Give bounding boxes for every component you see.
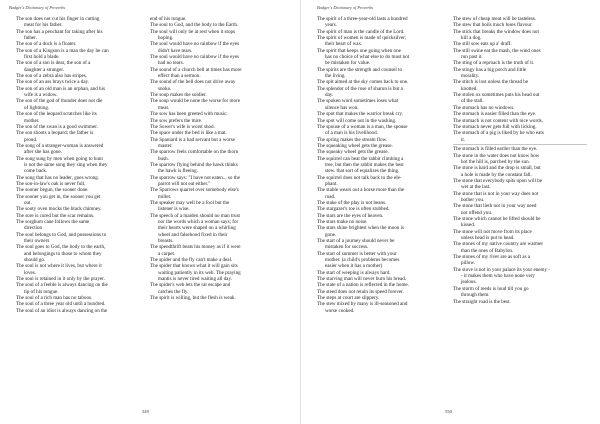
proverb-line: The song sung by men when going to hunt bbox=[16, 155, 103, 162]
proverb-entry bbox=[453, 67, 587, 80]
proverb-entry bbox=[453, 191, 587, 204]
proverb-line: The stake of the play is not beans. bbox=[317, 199, 387, 206]
proverb-line: The soul of a feeble is always dancing on the bbox=[16, 282, 108, 289]
proverb-line: The sound of the bell does not drive away bbox=[150, 79, 236, 86]
proverb-line: The space under the bed is like a mat. bbox=[150, 130, 227, 137]
proverb-line: than the ones of Babylon. bbox=[461, 247, 514, 254]
proverb-line: The steed does not retain its speed forever. bbox=[317, 288, 404, 295]
proverb-line: nor the words which a woman says; for bbox=[158, 219, 239, 225]
proverb-entry bbox=[453, 241, 587, 254]
proverb-line: The stomach never gets full with licking. bbox=[453, 123, 537, 130]
proverb-line: The spirits are the strength and counsel to bbox=[317, 66, 403, 73]
page-right bbox=[300, 0, 600, 424]
proverb-line: The soul of a rich man has no taboos. bbox=[16, 295, 93, 302]
proverb-line: The spendthrift beats his money as if it were bbox=[150, 244, 241, 251]
proverb-line: mother. (a child's problems becomes bbox=[325, 257, 400, 264]
proverb-line: The soul belongs to God, and possessions to bbox=[16, 231, 107, 238]
proverb-entry bbox=[317, 16, 451, 29]
proverb-line: millet. bbox=[158, 193, 172, 200]
proverb-entry bbox=[16, 130, 150, 143]
proverb-line: The spoken word sometimes loses what bbox=[317, 98, 399, 105]
proverb-entry bbox=[150, 67, 284, 80]
proverb-entry bbox=[150, 244, 284, 257]
proverb-entry bbox=[16, 232, 150, 245]
proverb-line: The soup would be none the worse for more bbox=[150, 98, 240, 105]
proverb-line: The straight road is the best. bbox=[453, 298, 511, 305]
proverb-line: wheel and falsehood fixed in their bbox=[158, 231, 228, 238]
proverb-line: The stone in the water does not know how bbox=[453, 152, 540, 159]
proverb-line: The spot that makes the warrior break cry. bbox=[317, 111, 403, 118]
proverb-entry bbox=[16, 98, 150, 111]
proverb-line: The starving man will never burn his bread. bbox=[317, 276, 407, 283]
proverb-line: has no choice of what else to do must not bbox=[325, 54, 410, 61]
proverb-entry bbox=[317, 251, 451, 270]
proverb-line: The stew of cheap meat will be tasteless. bbox=[453, 16, 537, 22]
proverb-line: The squirrel can beat the rabbit climbing a bbox=[317, 155, 404, 162]
proverb-entry bbox=[317, 86, 451, 99]
proverb-entry bbox=[453, 286, 587, 299]
proverb-line: is not the same song they sing when they bbox=[24, 161, 108, 168]
proverb-line: their owners bbox=[24, 238, 50, 245]
proverb-line: knotted. bbox=[461, 85, 478, 92]
proverb-line: out. bbox=[24, 199, 32, 206]
proverb-line: The spouse of a woman is a man, the spouse bbox=[317, 123, 408, 130]
proverb-entry bbox=[317, 238, 451, 251]
proverb-line: The stars shine brightest when the moon is bbox=[317, 225, 405, 232]
proverb-line: The stick that breaks the window does not bbox=[453, 28, 539, 35]
proverb-line: hoping. bbox=[158, 35, 174, 42]
proverb-line: their hearts were shaped on a whirling bbox=[158, 225, 236, 232]
proverb-line: The son-in-law's oak is never full. bbox=[16, 180, 86, 187]
proverb-line: The start of summer is better with your bbox=[317, 250, 397, 257]
proverb-line: a hole is made by the constant fall. bbox=[461, 171, 532, 178]
proverb-line: The stitch is lost unless the thread be bbox=[453, 79, 529, 86]
proverb-line: mantis is never tired waiting all day. bbox=[158, 276, 232, 283]
proverb-line: The stone that everybody spits upon will be bbox=[453, 177, 542, 184]
proverb-line: The spirit is willing, but the flesh is weak. bbox=[150, 295, 236, 302]
proverb-entry bbox=[453, 153, 587, 166]
proverb-line: The squeaky wheel gets the grease. bbox=[317, 149, 389, 156]
proverb-line: The speaker may well be a fool but the bbox=[150, 199, 230, 206]
proverb-line: The still swine eat the mash, the wind ones bbox=[453, 47, 541, 54]
proverb-line: The sparrow feels comfortable on the thorn bbox=[150, 149, 239, 156]
proverb-line: The sting of a reproach is the truth of it. bbox=[453, 60, 535, 67]
proverb-entry bbox=[317, 187, 451, 200]
proverb-line: The stomach is easier filled than the eye. bbox=[453, 111, 537, 118]
proverb-entry bbox=[150, 137, 284, 150]
proverb-entry bbox=[16, 143, 150, 156]
proverb-entry bbox=[453, 92, 587, 105]
proverb-line: The stones of my native country are warmer bbox=[453, 241, 544, 248]
page-number: 550 bbox=[445, 409, 452, 414]
proverb-line: parrot will not eat either." bbox=[158, 180, 211, 187]
proverb-line: catches the fly. bbox=[158, 288, 189, 295]
proverb-entry bbox=[16, 29, 150, 42]
proverb-group bbox=[453, 144, 587, 305]
proverb-entry bbox=[317, 225, 451, 238]
proverb-entry bbox=[453, 79, 587, 92]
proverb-entry bbox=[150, 79, 284, 92]
proverb-line: through them. bbox=[461, 292, 490, 299]
proverb-line: meat. bbox=[158, 104, 170, 111]
proverb-line: it. bbox=[461, 136, 466, 143]
proverb-line: The stew that boils much loses flavour. bbox=[453, 22, 533, 29]
proverb-line: The stone is hard and the drop is small, but bbox=[453, 165, 541, 172]
proverb-line: snoko. bbox=[158, 85, 172, 92]
proverb-line: The stomach is not content with nice words. bbox=[453, 117, 543, 124]
proverb-line: The squirrel does not talk back to the ele- bbox=[317, 174, 402, 181]
proverb-line: should go. bbox=[24, 257, 46, 264]
proverb-entry bbox=[453, 203, 587, 216]
proverb-entry bbox=[150, 263, 284, 282]
proverb-line: daughter a stranger. bbox=[24, 66, 65, 73]
proverb-entry bbox=[453, 229, 587, 242]
proverb-line: stew. that sort of equalizes the thing. bbox=[325, 168, 400, 175]
proverb-entry bbox=[16, 244, 150, 263]
proverb-line: The stones of my river are as soft as a bbox=[453, 254, 531, 261]
proverb-entry bbox=[16, 194, 150, 207]
proverb-line: The stew mixed by many is ill-seasoned and bbox=[317, 301, 408, 308]
proverb-line: The sparrow says: "I have not eaten... so the bbox=[150, 174, 240, 181]
proverb-line: The sooty oven mocks the black chimney. bbox=[16, 206, 102, 213]
proverb-line: the living. bbox=[325, 73, 346, 80]
proverb-entry bbox=[317, 98, 451, 111]
proverb-entry bbox=[16, 48, 150, 61]
proverb-entry bbox=[150, 41, 284, 54]
proverb-line: wet at the last. bbox=[461, 184, 491, 191]
proverb-line: The spider and the fly can't make a deal. bbox=[150, 257, 233, 264]
proverb-line: first hold a blade. bbox=[24, 54, 60, 61]
proverb-line: The soul goes to God, the body to the earth, bbox=[16, 244, 106, 251]
proverb-line: The sooner you get in, the sooner you get bbox=[16, 193, 101, 200]
proverb-group bbox=[453, 16, 587, 143]
proverb-line: The soul would have no rainbow if the eyes bbox=[150, 41, 240, 48]
proverb-line: end of his tongue. bbox=[150, 16, 187, 22]
proverb-line: years. bbox=[325, 22, 338, 29]
proverb-line: The soul would have no rainbow if the eyes bbox=[150, 54, 240, 61]
proverb-line: The son of the swan is a good swimmer. bbox=[16, 123, 98, 130]
proverb-line: and belongings to those to whom they bbox=[24, 250, 102, 257]
proverb-line: The spot will come out in the washing. bbox=[317, 117, 397, 124]
proverb-line: The son has a penchant for taking after his bbox=[16, 28, 103, 35]
proverb-line: The sore is cured but the scar remains. bbox=[16, 212, 95, 219]
proverb-line: kill a dog. bbox=[461, 35, 482, 42]
proverb-entry bbox=[453, 130, 587, 143]
proverb-entry bbox=[317, 48, 451, 67]
proverb-line: The spirit of man is the candle of the Lord. bbox=[317, 28, 405, 35]
proverb-line: direction bbox=[24, 225, 43, 232]
proverb-line: The splendor of the rose of sharon is but a bbox=[317, 85, 403, 92]
proverb-line: day. bbox=[325, 92, 334, 99]
proverb-entry bbox=[150, 295, 284, 301]
proverb-line: The stingy has a big porch and little bbox=[453, 66, 527, 73]
proverb-line: meat for his father. bbox=[24, 22, 63, 29]
proverb-line: The stomach is filled earlier than the eye. bbox=[453, 146, 538, 153]
proverb-line: The son shoots a leopard; the father is bbox=[16, 130, 94, 137]
proverb-line: bush. bbox=[158, 155, 169, 162]
proverb-line: The stable wears out a horse more than the bbox=[317, 187, 405, 194]
proverb-column bbox=[453, 16, 587, 305]
proverb-line: after she has gone. bbox=[24, 149, 62, 156]
proverb-line: father. bbox=[24, 35, 37, 42]
proverb-line: worse cooked. bbox=[325, 307, 355, 314]
proverb-entry bbox=[453, 254, 587, 267]
proverb-line: The Sparrows quarrel over somebody else's bbox=[150, 187, 239, 194]
proverb-entry bbox=[453, 165, 587, 178]
proverb-line: jealous. bbox=[461, 279, 477, 286]
proverb-line: The stone that is not in your way does not bbox=[453, 190, 539, 197]
proverb-line: The stars make no noise. bbox=[317, 219, 368, 225]
proverb-line: The spider that knows what it will gain sits bbox=[150, 263, 238, 270]
proverb-line: The son of a duck is a floater. bbox=[16, 41, 77, 48]
proverb-entry bbox=[453, 178, 587, 191]
proverb-entry bbox=[150, 282, 284, 295]
proverb-line: hot the hill is, parched by the sun. bbox=[461, 158, 530, 165]
proverb-line: didn't have tears. bbox=[158, 47, 193, 54]
proverb-line: The steps at court are slippery. bbox=[317, 295, 380, 302]
proverb-entry bbox=[317, 67, 451, 80]
proverb-line: be mistaken for value. bbox=[325, 60, 371, 67]
proverb-line: The spring makes the stream flow. bbox=[317, 136, 388, 143]
proverb-line: - it makes them who have none very bbox=[461, 273, 535, 280]
proverb-line: The soul to God, and the body to the Earth. bbox=[150, 22, 239, 29]
proverb-line: listener is wise. bbox=[158, 206, 190, 213]
proverb-line: The son of the god of thunder does not die bbox=[16, 98, 103, 105]
proverb-line: The spirit that keeps one going when one bbox=[317, 47, 401, 54]
proverb-line: The spirit of a three-year-old lasts a hundred bbox=[317, 16, 408, 22]
proverb-entry bbox=[150, 200, 284, 213]
proverb-line: The sorghum cane follows the same bbox=[16, 219, 90, 225]
proverb-entry bbox=[317, 175, 451, 188]
proverb-line: run past it. bbox=[461, 54, 483, 61]
proverb-entry bbox=[453, 216, 587, 229]
proverb-entry bbox=[453, 267, 587, 286]
proverb-column bbox=[16, 16, 150, 314]
proverb-line: not offend you. bbox=[461, 209, 493, 216]
proverb-line: The stove is not in your palace its your enemy - bbox=[453, 266, 551, 273]
proverb-line: breasts. bbox=[158, 238, 174, 245]
proverb-column bbox=[317, 16, 451, 314]
proverb-line: The state of a nation is reflected in the home. bbox=[317, 282, 409, 289]
page-number: 549 bbox=[142, 409, 149, 414]
proverb-line: The stomach has no windows. bbox=[453, 104, 515, 111]
proverb-entry bbox=[16, 282, 150, 295]
proverb-line: The sooner begun, the sooner done. bbox=[16, 187, 89, 194]
proverb-line: The soup makes the soldier. bbox=[150, 92, 207, 99]
proverb-entry bbox=[317, 35, 451, 48]
proverb-entry bbox=[150, 175, 284, 188]
proverb-line: pillow. bbox=[461, 260, 475, 267]
proverb-line: unless head is put to head. bbox=[461, 235, 515, 242]
proverb-line: The son of a son is dear, the son of a bbox=[16, 60, 91, 67]
proverb-line: The spider's web lets the rat escape and bbox=[150, 282, 231, 289]
proverb-entry bbox=[317, 124, 451, 137]
proverb-line: The squeaking wheel gets the grease. bbox=[317, 142, 393, 149]
proverb-line: The spit aimed at the sky comes back to one. bbox=[317, 79, 409, 86]
proverb-line: of a man is his livelihood. bbox=[325, 130, 378, 137]
proverb-line: The storm of reeds is loud till you go bbox=[453, 285, 529, 292]
proverb-line: master. bbox=[158, 142, 173, 149]
proverb-line: silence has won. bbox=[325, 104, 359, 111]
proverb-line: easier when it has a mother) bbox=[325, 263, 383, 270]
running-head: Badger's Dictionary of Proverbs bbox=[317, 5, 374, 10]
proverb-line: The son of a Kingson is a man the day he can bbox=[16, 47, 109, 54]
proverb-line: The soul will only be at rest when it stops bbox=[150, 28, 236, 35]
proverb-line: come back. bbox=[24, 168, 48, 175]
proverb-entry bbox=[16, 263, 150, 276]
proverb-line: effect than a sermon. bbox=[158, 73, 201, 80]
proverb-column bbox=[150, 16, 284, 301]
proverb-entry bbox=[317, 156, 451, 175]
proverb-line: phant. bbox=[325, 180, 338, 187]
proverb-line: The son of a zebra also has stripes. bbox=[16, 73, 88, 80]
proverb-entry bbox=[150, 54, 284, 67]
proverb-line: mother. bbox=[24, 117, 40, 124]
proverb-entry bbox=[16, 219, 150, 232]
proverb-entry bbox=[150, 29, 284, 42]
proverb-line: The stars are the eyes of heaven. bbox=[317, 212, 384, 219]
proverb-line: had no tears. bbox=[158, 60, 184, 67]
proverb-line: tree, but then the rabbit makes the best bbox=[325, 161, 404, 168]
proverb-line: The stargazer's toe is often stubbed. bbox=[317, 206, 390, 213]
proverb-line: kissed. bbox=[461, 222, 476, 229]
proverb-line: The spirit of women is made of quicksilver; bbox=[317, 35, 407, 42]
proverb-entry bbox=[16, 111, 150, 124]
proverb-entry bbox=[150, 162, 284, 175]
proverb-line: The still sow eats up a' draff. bbox=[453, 41, 512, 48]
proverb-line: The son of the leopard scratches like its bbox=[16, 111, 97, 118]
proverb-line: The start of weeping is always hard. bbox=[317, 269, 391, 276]
proverb-line: The sound of a church bell at times has more bbox=[150, 66, 242, 73]
proverb-line: The soul is retained in it only by the prayer. bbox=[16, 276, 105, 283]
proverb-line: The sparrow flying behind the hawk thinks bbox=[150, 161, 238, 168]
proverb-line: The song of a stranger-woman is answered bbox=[16, 142, 104, 149]
proverb-line: The stolen ox sometimes puts his head out bbox=[453, 92, 540, 99]
proverb-line: a carpet. bbox=[158, 250, 176, 257]
proverb-entry bbox=[150, 213, 284, 245]
proverb-line: The soul of a three year old until a hundred. bbox=[16, 301, 106, 308]
proverb-line: The Spaniard is a bad servant but a worse bbox=[150, 136, 235, 143]
proverb-entry bbox=[16, 16, 150, 29]
proverb-line: road. bbox=[325, 193, 336, 200]
proverb-line: morality. bbox=[461, 73, 480, 80]
proverb-line: wife is a widow. bbox=[24, 92, 58, 99]
proverb-line: of lightning. bbox=[24, 104, 50, 111]
proverb-line: The son does not cut his finger in cutting bbox=[16, 16, 100, 22]
proverb-entry bbox=[317, 301, 451, 314]
proverb-line: The stomach of a pig is liked by he who eats bbox=[453, 130, 544, 137]
proverb-line: of the stall. bbox=[461, 98, 484, 105]
proverb-entry bbox=[453, 48, 587, 61]
proverb-line: The sow has been greeted with music. bbox=[150, 111, 228, 118]
proverb-line: The soul is not where it lives, but where it bbox=[16, 263, 102, 270]
proverb-entry bbox=[16, 308, 150, 314]
proverb-line: The stone which cannot be lifted should be bbox=[453, 216, 541, 223]
proverb-entry bbox=[150, 187, 284, 200]
proverb-line: their heart of wax. bbox=[325, 41, 363, 48]
proverb-line: The stone will not move from its place bbox=[453, 228, 532, 235]
proverb-entry bbox=[16, 60, 150, 73]
proverb-line: The soul of an idiot is always dancing on the bbox=[16, 307, 108, 314]
proverb-line: gone. bbox=[325, 231, 337, 238]
proverb-line: waiting patiently in its web. The praying bbox=[158, 269, 241, 276]
proverb-line: The Sower's wife is worst shod. bbox=[150, 123, 215, 130]
proverb-line: The speech of a maiden should no man trust bbox=[150, 212, 240, 219]
proverb-entry bbox=[150, 98, 284, 111]
proverb-line: tip of his tongue. bbox=[24, 288, 59, 295]
proverb-line: the hawk is fleeing. bbox=[158, 168, 198, 175]
proverb-line: The stone that lieth not in your way need bbox=[453, 203, 537, 210]
proverb-line: The sow prefers the mire. bbox=[150, 117, 203, 124]
proverb-entry bbox=[453, 29, 587, 42]
proverb-line: mistaken for success. bbox=[325, 244, 369, 251]
running-head: Badger's Dictionary of Proverbs bbox=[9, 5, 66, 10]
proverb-line: The son of an ass brays twice a day. bbox=[16, 79, 90, 86]
proverb-line: The son of an old man is an orphan, and his bbox=[16, 85, 105, 92]
proverb-line: The start of a journey should never be bbox=[317, 238, 395, 245]
proverb-line: The song that has no leader, goes wrong. bbox=[16, 174, 100, 181]
proverb-entry bbox=[453, 299, 587, 305]
proverb-entry bbox=[150, 149, 284, 162]
proverb-line: bother you. bbox=[461, 197, 485, 203]
proverb-line: loves. bbox=[24, 269, 37, 276]
proverb-line: proud. bbox=[24, 136, 38, 143]
proverb-entry bbox=[16, 86, 150, 99]
proverb-entry bbox=[16, 156, 150, 175]
